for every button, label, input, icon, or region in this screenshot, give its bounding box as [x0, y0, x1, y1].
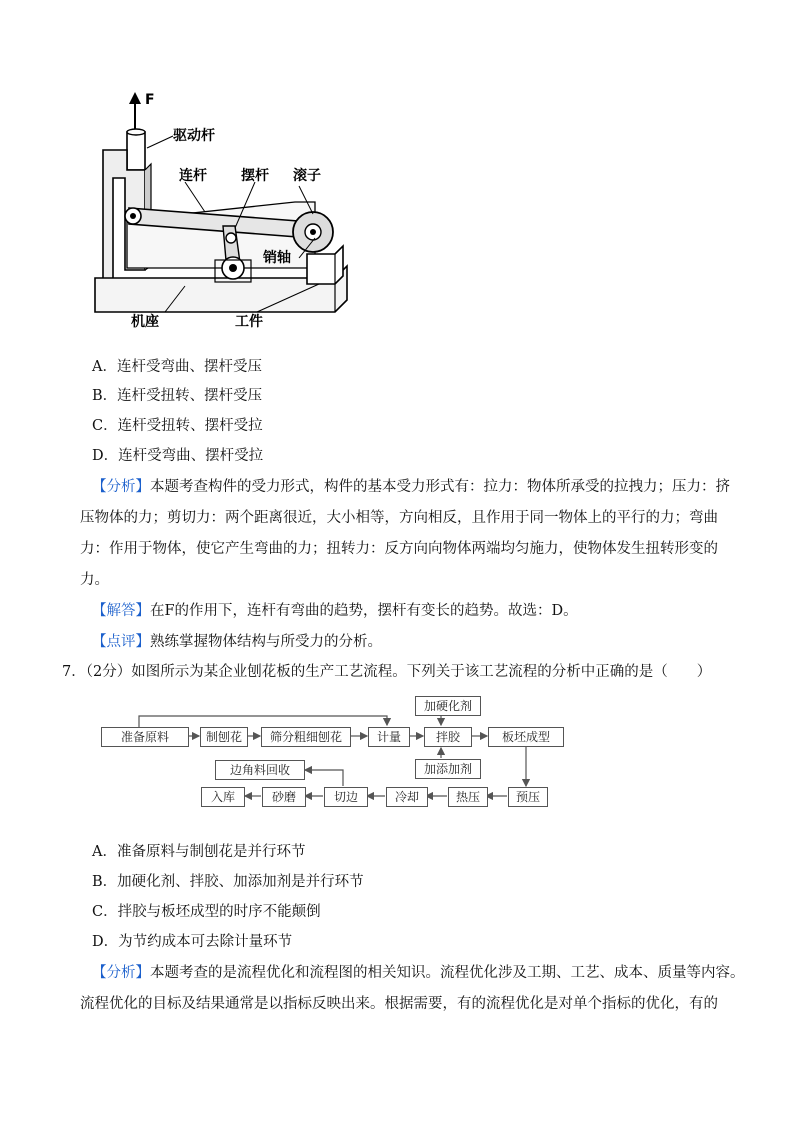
q6-option-a [92, 357, 262, 377]
q6-comment [92, 632, 382, 652]
pin-shaft-label: 销轴 [263, 250, 291, 266]
flow-node-recycle: 边角料回收 [215, 760, 305, 780]
flow-node-hotpress: 热压 [448, 787, 488, 807]
mechanism-figure [85, 90, 385, 340]
flow-node-shave: 制刨花 [200, 727, 248, 747]
q6-answer [92, 601, 578, 621]
option-text: 连杆受扭转、摆杆受压 [117, 388, 263, 404]
option-text: 连杆受弯曲、摆杆受拉 [118, 448, 264, 464]
connecting-rod-label: 连杆 [179, 168, 207, 184]
option-text: 连杆受弯曲、摆杆受压 [116, 359, 262, 375]
q7-stem: 7．（2分）如图所示为某企业刨花板的生产工艺流程。下列关于该工艺流程的分析中正确的是（ ） [62, 664, 712, 680]
flow-node-store: 入库 [201, 787, 245, 807]
flow-node-cool: 冷却 [386, 787, 428, 807]
flow-node-sand: 砂磨 [262, 787, 306, 807]
option-text: 为节约成本可去除计量环节 [118, 934, 293, 950]
base-label: 机座 [131, 314, 159, 330]
q7-option-d [92, 932, 292, 952]
flow-node-sieve: 筛分粗细刨花 [261, 727, 351, 747]
q6-analysis-line-3: 力：作用于物体，使它产生弯曲的力；扭转力：反方向向物体两端均匀施力，使物体发生扭转形变的 [80, 541, 718, 557]
analysis-tag: 【分析】 [92, 965, 150, 981]
option-text: 连杆受扭转、摆杆受拉 [117, 418, 263, 434]
q7-option-c [92, 902, 321, 922]
comment-text: 熟练掌握物体结构与所受力的分析。 [150, 634, 382, 650]
roller-label: 滚子 [293, 168, 321, 184]
workpiece-label: 工件 [235, 314, 263, 330]
force-label: F [145, 92, 155, 108]
flow-node-prep: 准备原料 [101, 727, 189, 747]
option-letter: B． [92, 874, 118, 890]
option-letter: C． [92, 904, 118, 920]
option-letter: B． [92, 388, 118, 404]
option-text: 拌胶与板坯成型的时序不能颠倒 [117, 904, 321, 920]
flow-node-prepress: 预压 [508, 787, 548, 807]
q7-analysis-line-1 [92, 963, 745, 983]
flow-node-additive: 加添加剂 [415, 759, 481, 779]
option-letter: D． [92, 934, 119, 950]
flow-node-harden: 加硬化剂 [415, 696, 481, 716]
q6-option-b [92, 386, 262, 406]
q6-analysis-line-4: 力。 [80, 572, 109, 588]
flow-node-trim: 切边 [324, 787, 368, 807]
option-text: 准备原料与制刨花是并行环节 [116, 844, 306, 860]
option-letter: D． [92, 448, 119, 464]
mechanism-drawing [85, 90, 385, 340]
q7-flowchart [95, 690, 550, 815]
q6-option-d [92, 446, 263, 466]
flow-node-mix: 拌胶 [424, 727, 472, 747]
flow-node-form: 板坯成型 [488, 727, 564, 747]
q7-option-b [92, 872, 364, 892]
option-letter: A． [92, 359, 117, 375]
q6-option-c [92, 416, 263, 436]
swing-rod-label: 摆杆 [241, 168, 269, 184]
analysis-tag: 【分析】 [92, 479, 150, 495]
analysis-text: 本题考查构件的受力形式，构件的基本受力形式有：拉力：物体所承受的拉拽力；压力：挤 [150, 479, 730, 495]
q7-analysis-line-2: 流程优化的目标及结果通常是以指标反映出来。根据需要，有的流程优化是对单个指标的优化，有的 [80, 996, 718, 1012]
flow-node-measure: 计量 [368, 727, 410, 747]
option-letter: A． [92, 844, 117, 860]
comment-tag: 【点评】 [92, 634, 150, 650]
option-text: 加硬化剂、拌胶、加添加剂是并行环节 [117, 874, 364, 890]
q6-analysis-line-1 [92, 477, 730, 497]
option-letter: C． [92, 418, 118, 434]
drive-rod-label: 驱动杆 [173, 128, 215, 144]
q6-analysis-line-2: 压物体的力；剪切力：两个距离很近，大小相等，方向相反，且作用于同一物体上的平行的力；弯曲 [80, 510, 718, 526]
analysis-text: 本题考查的是流程优化和流程图的相关知识。流程优化涉及工期、工艺、成本、质量等内容。 [150, 965, 745, 981]
q7-option-a [92, 842, 305, 862]
answer-tag: 【解答】 [92, 603, 150, 619]
answer-text: 在F的作用下，连杆有弯曲的趋势，摆杆有变长的趋势。故选：D。 [150, 603, 578, 619]
